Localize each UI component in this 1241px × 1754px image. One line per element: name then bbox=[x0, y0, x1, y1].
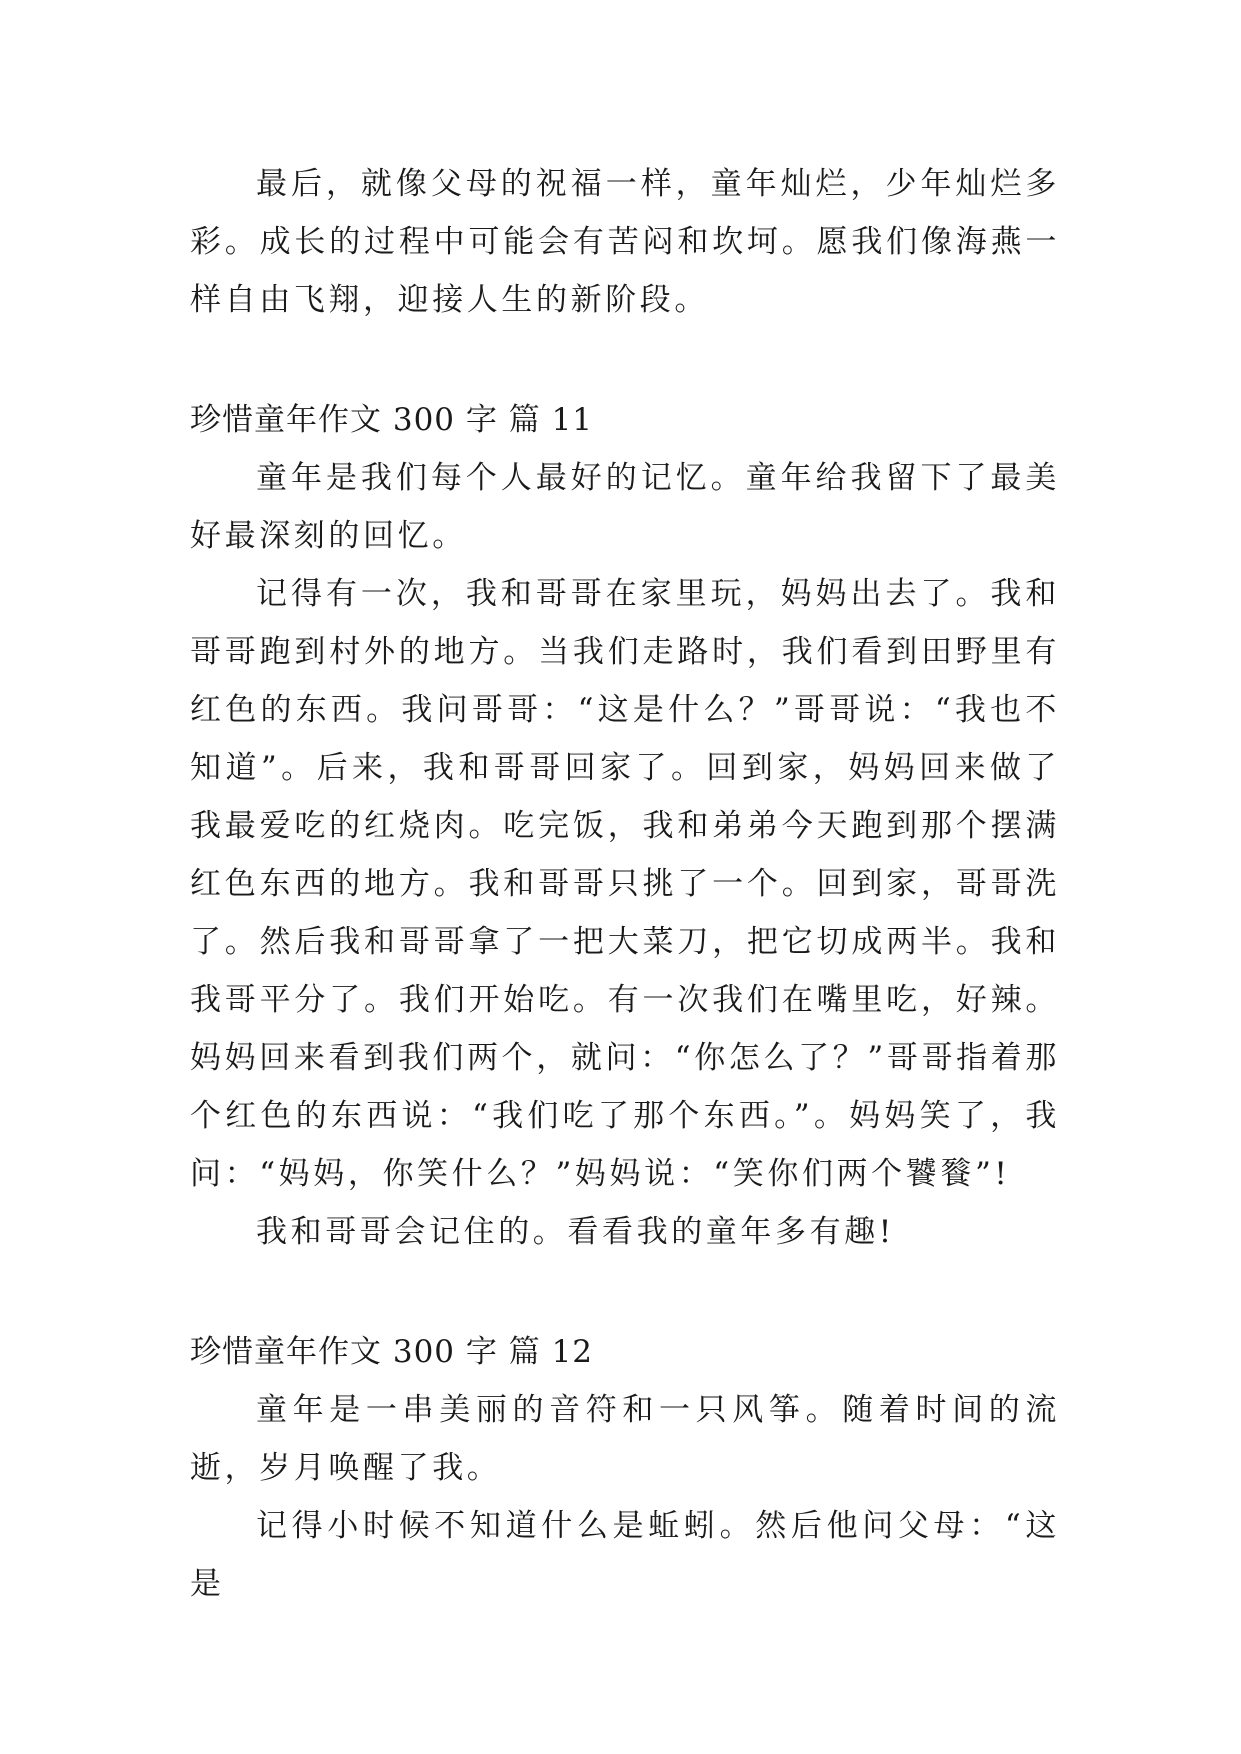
intro-paragraph: 最后，就像父母的祝福一样，童年灿烂，少年灿烂多彩。成长的过程中可能会有苦闷和坎坷。愿我们像海燕一样自由飞翔，迎接人生的新阶段。 bbox=[190, 166, 1060, 318]
section-12-paragraph-2: 记得小时候不知道什么是蚯蚓。然后他问父母：“这是 bbox=[190, 1508, 1060, 1602]
section-spacer bbox=[190, 329, 1060, 391]
section-spacer bbox=[190, 1261, 1060, 1323]
section-11-paragraph-3: 我和哥哥会记住的。看看我的童年多有趣! bbox=[256, 1214, 895, 1250]
section-11-paragraph-2: 记得有一次，我和哥哥在家里玩，妈妈出去了。我和哥哥跑到村外的地方。当我们走路时，我们看到田野里有红色的东西。我问哥哥：“这是什么？”哥哥说：“我也不知道”。后来，我和哥哥回家了。回到家，妈妈回来做了我最爱吃的红烧肉。吃完饭，我和弟弟今天跑到那个摆满红色东西的地方。我和哥哥只挑了一个。回到家，哥哥洗了。然后我和哥哥拿了一把大菜刀，把它切成两半。我和我哥平分了。我们开始吃。有一次我们在嘴里吃，好辣。妈妈回来看到我们两个，就问：“你怎么了？”哥哥指着那个红色的东西说：“我们吃了那个东西。”。妈妈笑了，我问：“妈妈，你笑什么？”妈妈说：“笑你们两个饕餮”! bbox=[190, 576, 1060, 1192]
section-title-11: 珍惜童年作文 300 字 篇 11 bbox=[190, 402, 594, 438]
section-11-paragraph-1: 童年是我们每个人最好的记忆。童年给我留下了最美好最深刻的回忆。 bbox=[190, 460, 1060, 554]
section-12-paragraph-1: 童年是一串美丽的音符和一只风筝。随着时间的流逝，岁月唤醒了我。 bbox=[190, 1392, 1060, 1486]
document-body bbox=[190, 155, 1060, 1613]
section-title-12: 珍惜童年作文 300 字 篇 12 bbox=[190, 1334, 594, 1370]
